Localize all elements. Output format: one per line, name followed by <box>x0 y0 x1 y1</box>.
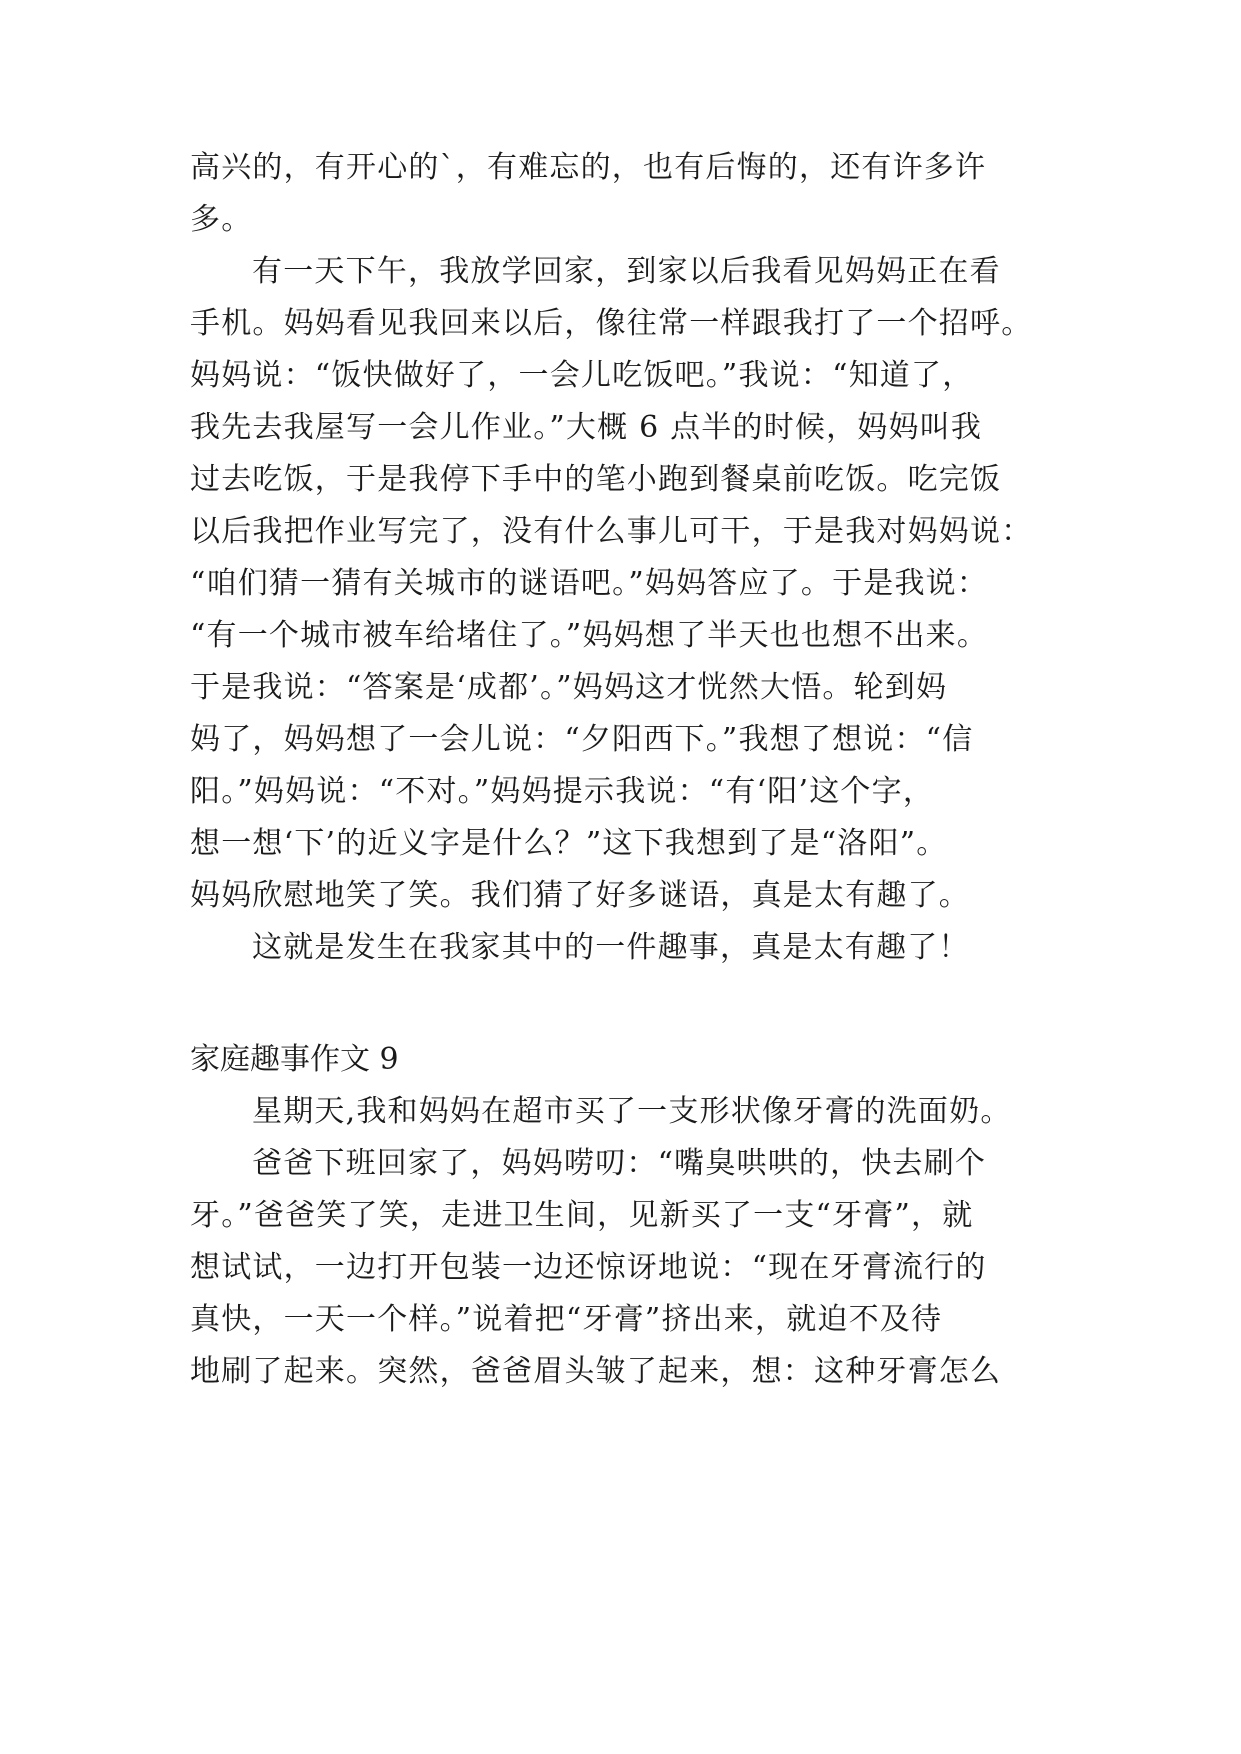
text-line: 多。 <box>190 202 253 237</box>
paragraph-start-line: 这就是发生在我家其中的一件趣事，真是太有趣了！ <box>252 930 970 965</box>
text-line: 我先去我屋写一会儿作业。”大概 6 点半的时候，妈妈叫我 <box>190 410 983 445</box>
paragraph-start-line: 爸爸下班回家了，妈妈唠叨：“嘴臭哄哄的，快去刷个 <box>252 1146 987 1181</box>
text-line: 以后我把作业写完了，没有什么事儿可干，于是我对妈妈说： <box>190 514 1033 549</box>
paragraph-start-line: 有一天下午，我放学回家，到家以后我看见妈妈正在看 <box>252 254 1001 289</box>
text-line: 真快，一天一个样。”说着把“牙膏”挤出来，就迫不及待 <box>190 1302 943 1337</box>
text-line: 想一想‘下’的近义字是什么？”这下我想到了是“洛阳”。 <box>190 826 948 861</box>
text-line: 牙。”爸爸笑了笑，走进卫生间，见新买了一支“牙膏”，就 <box>190 1198 974 1233</box>
text-line: 阳。”妈妈说：“不对。”妈妈提示我说：“有‘阳’这个字， <box>190 774 935 809</box>
text-line: 妈妈欣慰地笑了笑。我们猜了好多谜语，真是太有趣了。 <box>190 878 970 913</box>
text-line: 手机。妈妈看见我回来以后，像往常一样跟我打了一个招呼。 <box>190 306 1033 341</box>
text-line: 妈了，妈妈想了一会儿说：“夕阳西下。”我想了想说：“信 <box>190 722 974 757</box>
text-line: “咱们猜一猜有关城市的谜语吧。”妈妈答应了。于是我说： <box>190 566 989 601</box>
text-line: 过去吃饭，于是我停下手中的笔小跑到餐桌前吃饭。吃完饭 <box>190 462 1002 497</box>
text-line: 于是我说：“答案是‘成都’。”妈妈这才恍然大悟。轮到妈 <box>190 670 948 705</box>
text-line: 想试试，一边打开包装一边还惊讶地说：“现在牙膏流行的 <box>190 1250 987 1285</box>
text-line: 地刷了起来。突然，爸爸眉头皱了起来，想：这种牙膏怎么 <box>190 1354 1002 1389</box>
paragraph-start-line: 星期天,我和妈妈在超市买了一支形状像牙膏的洗面奶。 <box>252 1094 1012 1129</box>
text-line: 高兴的，有开心的`，有难忘的，也有后悔的，还有许多许 <box>190 150 987 185</box>
text-line: “有一个城市被车给堵住了。”妈妈想了半天也也想不出来。 <box>190 618 989 653</box>
text-line: 妈妈说：“饭快做好了，一会儿吃饭吧。”我说：“知道了， <box>190 358 974 393</box>
essay-title: 家庭趣事作文 9 <box>190 1042 399 1077</box>
